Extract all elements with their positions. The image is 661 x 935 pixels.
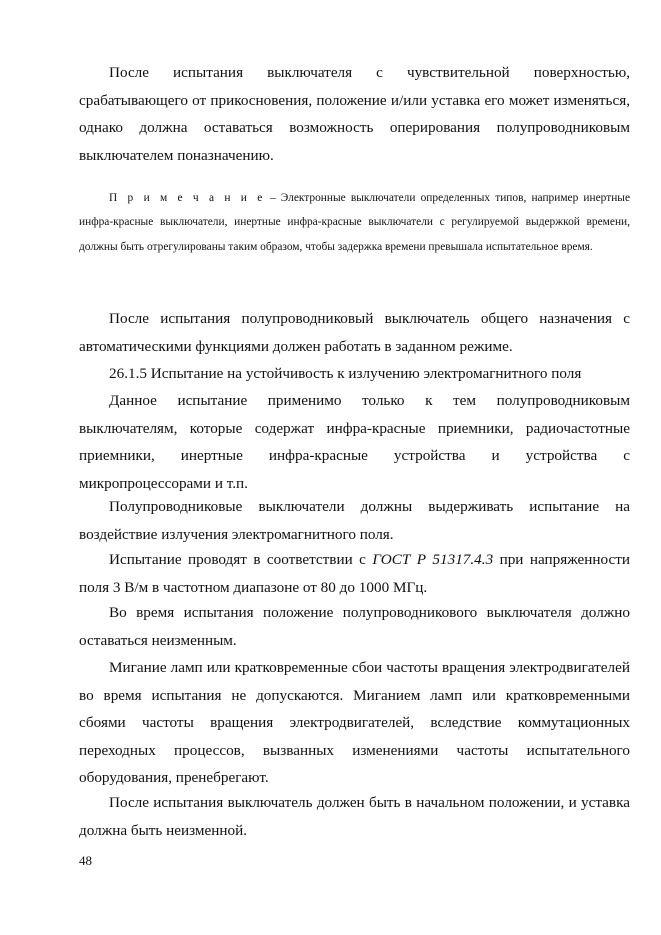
paragraph-lamp-flicker: Мигание ламп или кратковременные сбои частоты вращения электродвигателей во время испытания не допускаются. Миганием ламп или кратковременными сбоями частоты вращения электродвигателей, вследствие коммутационных переходных процессов, вызванных изменениями частоты испытательного оборудования, пренебрегают. <box>79 659 630 786</box>
paragraph-withstand-test: Полупроводниковые выключатели должны выдерживать испытание на воздействие излучения электромагнитного поля. <box>79 498 630 543</box>
note-paragraph <box>79 186 630 259</box>
note-label: П р и м е ч а н и е <box>109 192 265 204</box>
paragraph-initial-position: После испытания выключатель должен быть в начальном положении, и уставка должна быть неизменной. <box>79 794 630 839</box>
gost-text-after: при напряженности поля 3 В/м в частотном диапазоне от 80 до 1000 МГц. <box>79 551 631 596</box>
paragraph-after-test-touch-switch: После испытания выключателя с чувствительной поверхностью, срабатывающего от прикосновения, положение и/или уставка его может изменяться, однако должна оставаться возможность оперирования полупроводниковым выключателем поназначению. <box>79 64 630 164</box>
section-heading-26-1-5: 26.1.5 Испытание на устойчивость к излучению электромагнитного поля <box>109 365 582 382</box>
note-text: – Электронные выключатели определенных типов, например инертные инфра-красные выключатели, инертные инфра-красные выключатели с регулируемой выдержкой времени, должны быть отрегулированы таким образом, чтобы задержка времени превышала испытательное время. <box>79 192 631 253</box>
paragraph-position-unchanged: Во время испытания положение полупроводникового выключателя должно оставаться неизменным. <box>79 604 630 649</box>
page-number: 48 <box>79 853 92 868</box>
paragraph-general-purpose-switch: После испытания полупроводниковый выключатель общего назначения с автоматическими функциями должен работать в заданном режиме. <box>79 310 630 355</box>
gost-standard-reference: ГОСТ Р 51317.4.3 <box>372 551 494 568</box>
gost-text-before: Испытание проводят в соответствии с <box>109 551 373 568</box>
paragraph-test-applicability: Данное испытание применимо только к тем полупроводниковым выключателям, которые содержат инфра-красные приемники, радиочастотные приемники, инертные инфра-красные устройства и устройства с микропроцессорами и т.п. <box>79 392 630 492</box>
paragraph-gost-reference <box>79 546 630 601</box>
